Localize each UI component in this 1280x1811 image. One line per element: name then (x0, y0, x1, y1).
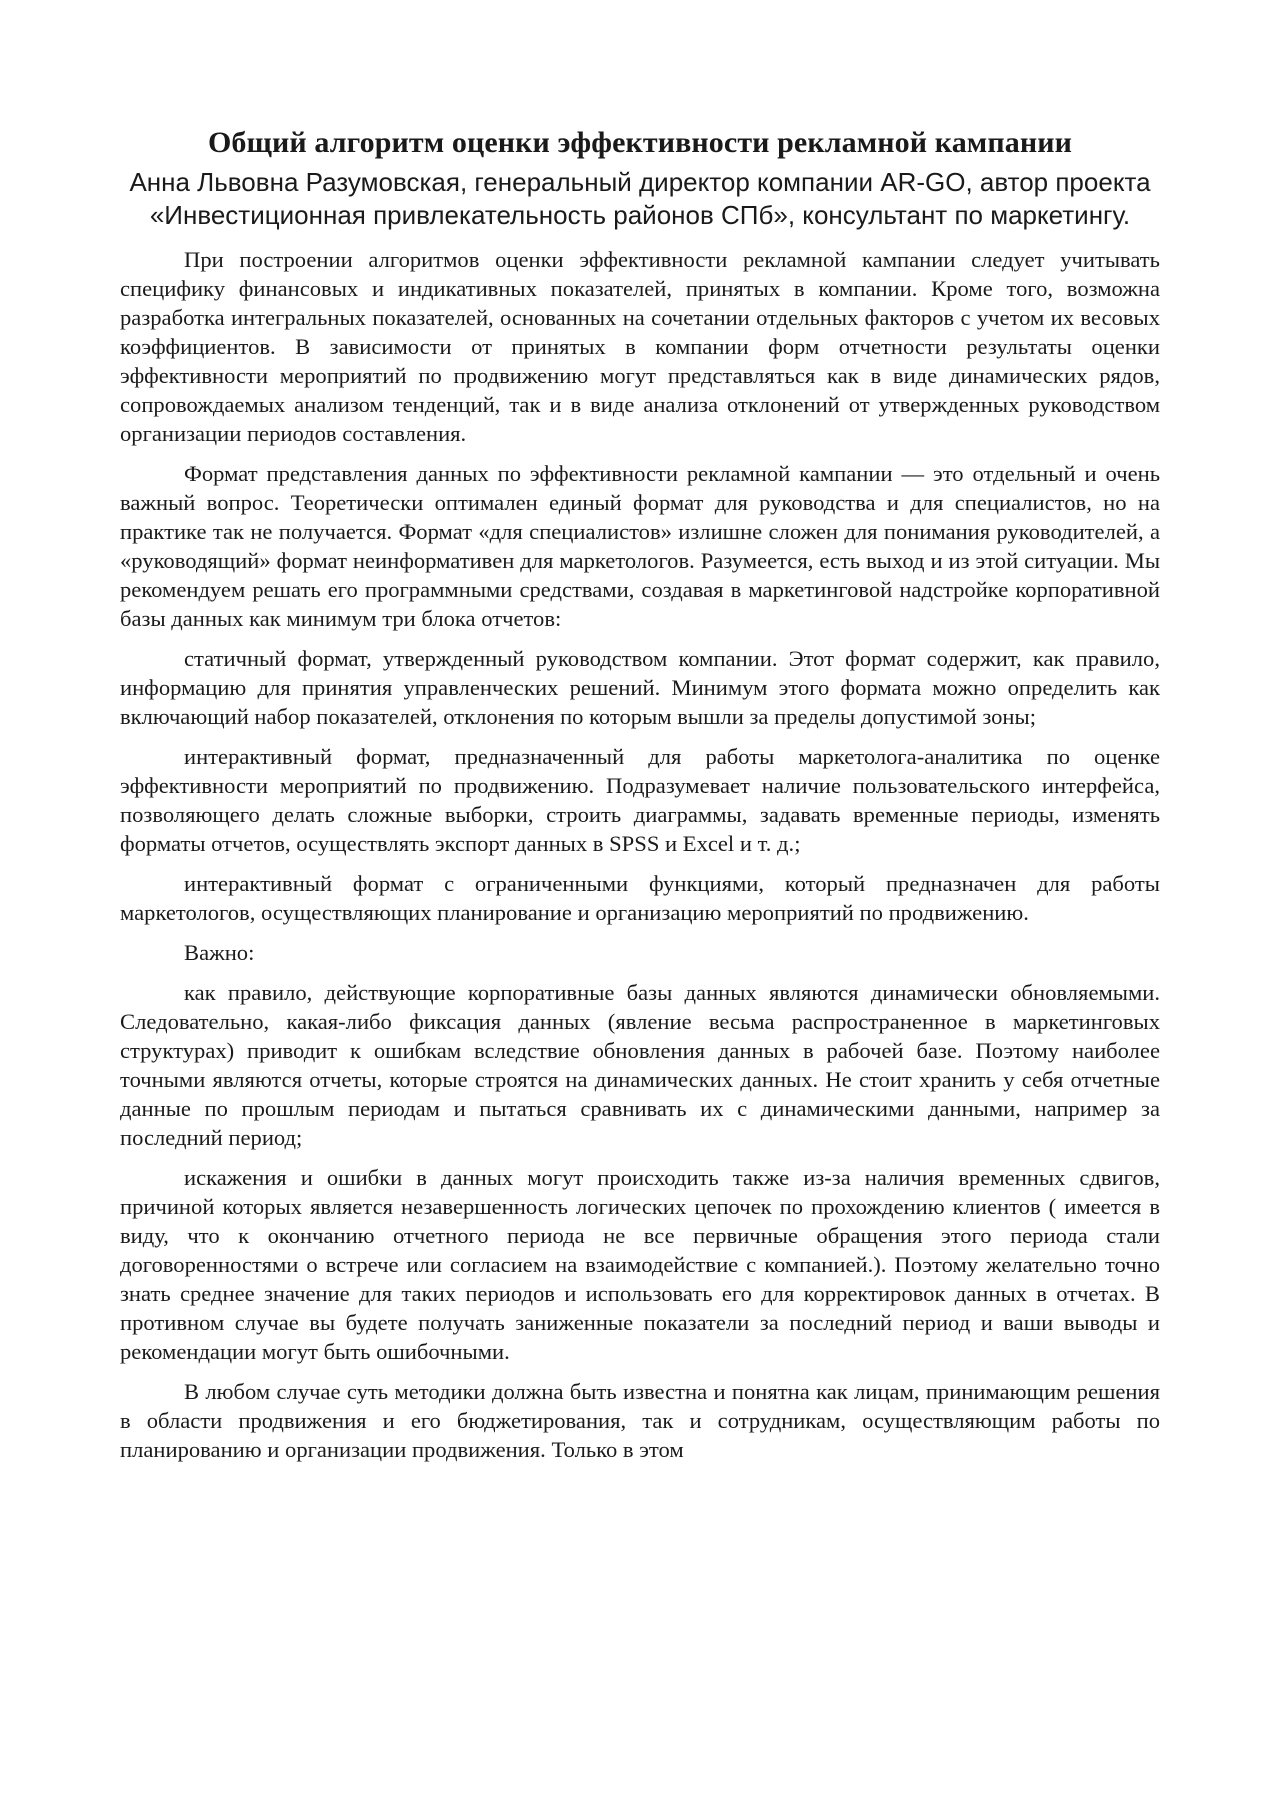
paragraph-intro: При построении алгоритмов оценки эффективности рекламной кампании следует учитывать специфику финансовых и индикативных показателей, принятых в компании. Кроме того, возможна разработка интегральных показателей, основанных на сочетании отдельных факторов с учетом их весовых коэффициентов. В зависимости от принятых в компании форм отчетности результаты оценки эффективности мероприятий по продвижению могут представляться как в виде динамических рядов, сопровождаемых анализом тенденций, так и в виде анализа отклонений от утвержденных руководством организации периодов составления. (120, 247, 1160, 446)
document-title: Общий алгоритм оценки эффективности рекламной кампании (208, 126, 1072, 159)
document-body (120, 124, 1160, 1475)
important-label: Важно: (184, 940, 255, 965)
list-item-interactive-format: интерактивный формат, предназначенный для работы маркетолога-аналитика по оценке эффективности мероприятий по продвижению. Подразумевает наличие пользовательского интерфейса, позволяющего делать сложные выборки, строить диаграммы, задавать временные периоды, изменять форматы отчетов, осуществлять экспорт данных в SPSS и Excel и т. д.; (120, 744, 1160, 856)
list-item-dynamic-data: как правило, действующие корпоративные базы данных являются динамически обновляемыми. Следовательно, какая-либо фиксация данных (явление весьма распространенное в маркетинговых структурах) приводит к ошибкам вследствие обновления данных в рабочей базе. Поэтому наиболее точными являются отчеты, которые строятся на динамических данных. Не стоит хранить у себя отчетные данные по прошлым периодам и пытаться сравнивать их с динамическими данными, например за последний период; (120, 980, 1160, 1150)
author-byline: Анна Львовна Разумовская, генеральный директор компании AR-GO, автор проекта «Инвестиционная привлекательность районов СПб», консультант по маркетингу. (129, 167, 1151, 230)
list-item-limited-format: интерактивный формат с ограниченными функциями, который предназначен для работы маркетологов, осуществляющих планирование и организацию мероприятий по продвижению. (120, 871, 1160, 925)
list-item-static-format: статичный формат, утвержденный руководством компании. Этот формат содержит, как правило, информацию для принятия управленческих решений. Минимум этого формата можно определить как включающий набор показателей, отклонения по которым вышли за пределы допустимой зоны; (120, 646, 1160, 729)
paragraph-conclusion: В любом случае суть методики должна быть известна и понятна как лицам, принимающим решения в области продвижения и его бюджетирования, так и сотрудникам, осуществляющим работы по планированию и организации продвижения. Только в этом (120, 1379, 1160, 1462)
paragraph-format: Формат представления данных по эффективности рекламной кампании — это отдельный и очень важный вопрос. Теоретически оптимален единый формат для руководства и для специалистов, но на практике так не получается. Формат «для специалистов» излишне сложен для понимания руководителей, а «руководящий» формат неинформативен для маркетологов. Разумеется, есть выход и из этой ситуации. Мы рекомендуем решать его программными средствами, создавая в маркетинговой надстройке корпоративной базы данных как минимум три блока отчетов: (120, 461, 1160, 631)
list-item-time-shifts: искажения и ошибки в данных могут происходить также из-за наличия временных сдвигов, причиной которых является незавершенность логических цепочек по прохождению клиентов ( имеется в виду, что к окончанию отчетного периода не все первичные обращения этого периода стали договоренностями о встрече или согласием на взаимодействие с компанией.). Поэтому желательно точно знать среднее значение для таких периодов и использовать его для корректировок данных в отчетах. В противном случае вы будете получать заниженные показатели за последний период и ваши выводы и рекомендации могут быть ошибочными. (120, 1165, 1160, 1364)
article-text (120, 245, 1160, 1464)
